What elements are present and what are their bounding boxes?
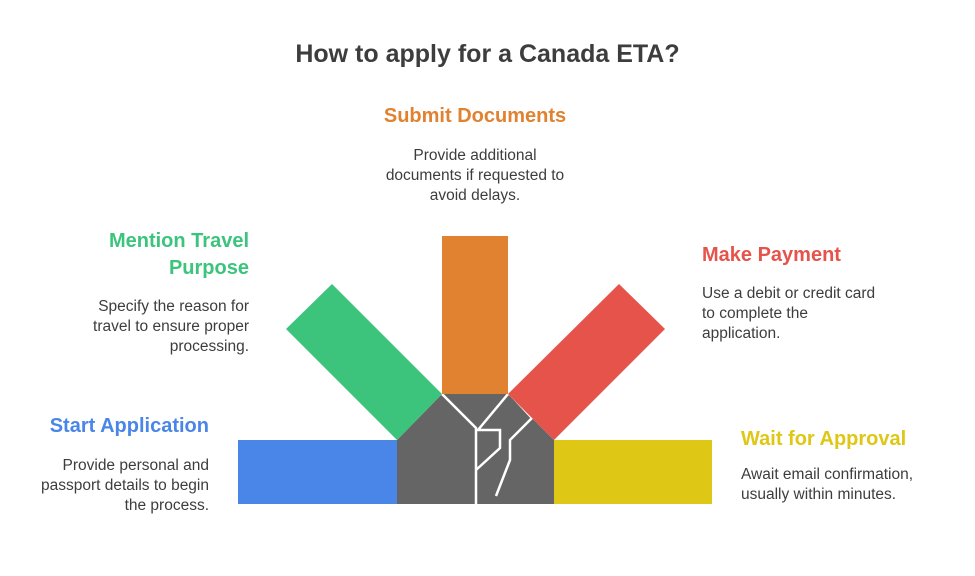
start-application-heading: Start Application <box>49 415 209 437</box>
start-application-bar <box>238 440 397 504</box>
submit-documents-desc-line: Provide additional <box>413 147 537 164</box>
submit-documents-desc-line: avoid delays. <box>429 187 521 204</box>
submit-documents-description <box>325 146 625 206</box>
start-desc-line: the process. <box>124 497 209 514</box>
wait-desc-line: usually within minutes. <box>741 486 897 503</box>
start-application-description <box>10 456 209 516</box>
submit-documents-heading: Submit Documents <box>383 105 567 127</box>
payment-desc-line: to complete the <box>702 305 808 322</box>
mention-travel-purpose-heading <box>20 228 249 282</box>
payment-desc-line: application. <box>702 325 781 342</box>
mention-travel-purpose-description <box>20 297 249 357</box>
make-payment-heading: Make Payment <box>702 244 841 266</box>
diagram-title: How to apply for a Canada ETA? <box>295 40 680 68</box>
start-desc-line: passport details to begin <box>40 477 209 494</box>
mention-desc-line: processing. <box>169 338 249 355</box>
make-payment-description <box>702 284 962 344</box>
submit-documents-desc-line: documents if requested to <box>385 167 565 184</box>
start-desc-line: Provide personal and <box>62 457 209 474</box>
mention-desc-line: travel to ensure proper <box>93 318 249 335</box>
wait-for-approval-bar <box>554 440 712 504</box>
make-payment-bar <box>508 284 665 440</box>
payment-desc-line: Use a debit or credit card <box>702 285 876 302</box>
mention-heading-line: Purpose <box>168 257 249 279</box>
mention-desc-line: Specify the reason for <box>98 298 249 315</box>
mention-travel-purpose-bar <box>286 284 442 440</box>
wait-for-approval-description <box>741 465 971 505</box>
wait-desc-line: Await email confirmation, <box>741 466 914 483</box>
wait-for-approval-heading: Wait for Approval <box>741 428 907 450</box>
submit-documents-bar <box>442 236 508 394</box>
mention-heading-line: Mention Travel <box>108 230 249 252</box>
